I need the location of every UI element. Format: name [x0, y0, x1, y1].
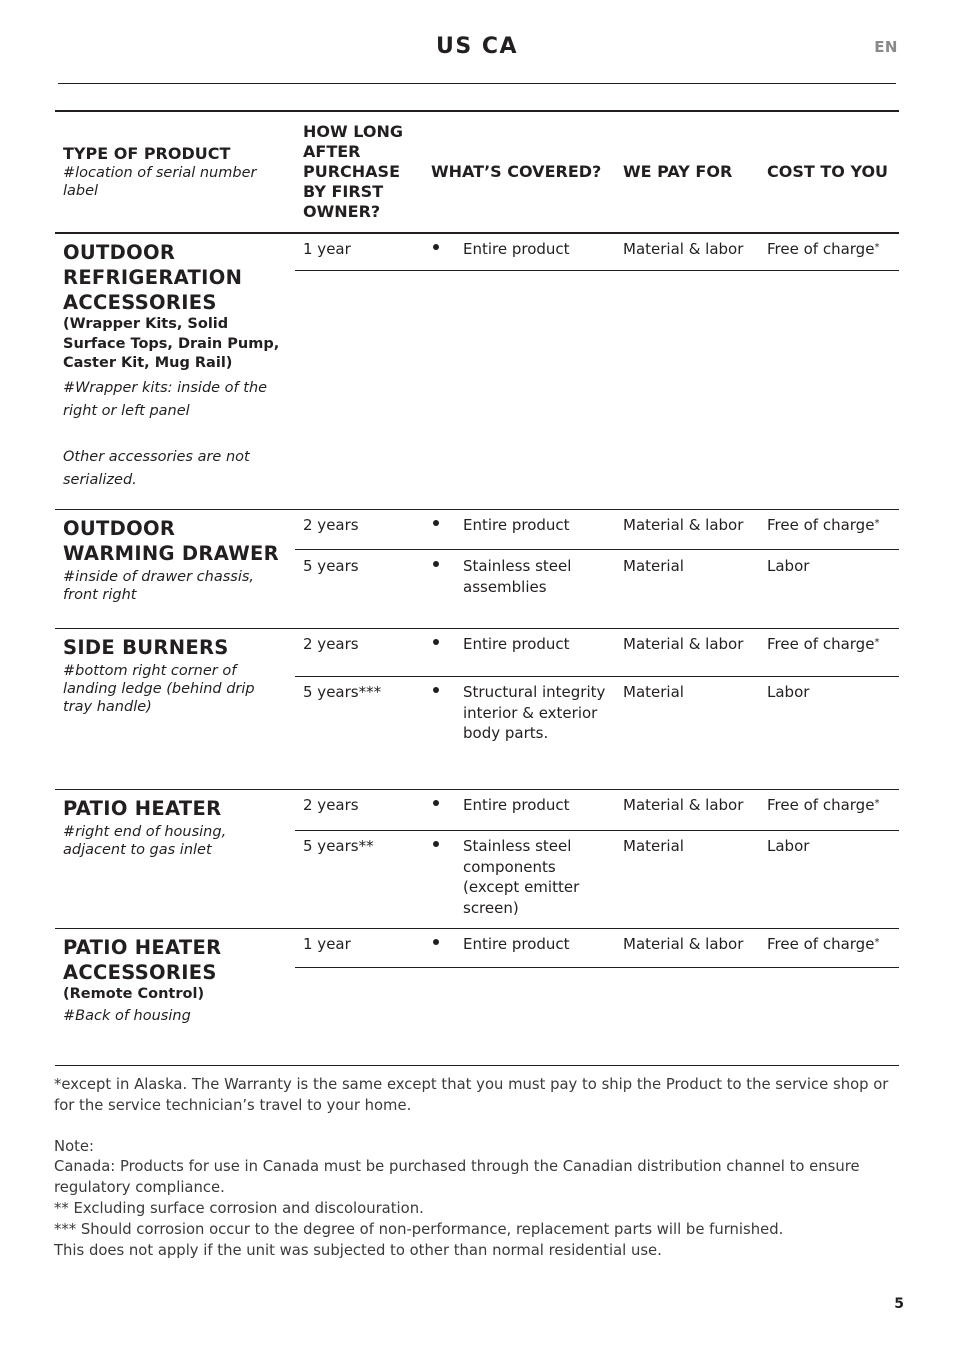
bullet-icon — [423, 556, 455, 597]
we-pay-value: Material & labor — [623, 935, 744, 953]
footnote-residential: This does not apply if the unit was subjected to other than normal residential use. — [54, 1241, 662, 1259]
warranty-table — [55, 110, 899, 1066]
cost-value: Labor — [767, 683, 810, 701]
table-row — [295, 677, 899, 744]
coverage-period: 5 years*** — [303, 683, 382, 701]
coverage-item: Entire product — [463, 935, 570, 953]
we-pay-value: Material & labor — [623, 240, 744, 258]
cost-text: Free of charge — [767, 935, 875, 953]
cost-value: Labor — [767, 557, 810, 575]
coverage-item: Entire product — [463, 635, 570, 653]
coverage-period: 2 years — [303, 516, 359, 534]
footnote-canada: Canada: Products for use in Canada must be purchased through the Canadian distribution channel to ensure regulatory compliance. — [54, 1158, 860, 1197]
product-name: SIDE BURNERS — [63, 636, 229, 659]
page-number: 5 — [894, 1296, 904, 1312]
bullet-icon — [423, 239, 455, 270]
coverage-item: Stainless steel components (except emitter screen) — [463, 837, 580, 917]
table-row — [295, 234, 899, 271]
product-cell — [55, 510, 295, 628]
bullet-icon — [423, 682, 455, 744]
serial-location: #Wrapper kits: inside of the right or left panel — [63, 379, 268, 419]
coverage-rows — [295, 510, 899, 628]
product-group — [55, 234, 899, 510]
product-group — [55, 790, 899, 929]
table-row — [295, 790, 899, 831]
footnote-mark: * — [874, 637, 880, 648]
product-group — [55, 929, 899, 1066]
coverage-rows — [295, 929, 899, 1065]
product-detail: (Wrapper Kits, Solid Surface Tops, Drain Pump, Caster Kit, Mug Rail) — [63, 316, 280, 371]
table-row — [295, 831, 899, 918]
column-header-covered: WHAT’S COVERED? — [431, 162, 602, 181]
product-note: Other accessories are not serialized. — [63, 448, 250, 488]
language-label: EN — [874, 38, 898, 56]
cost-value — [759, 634, 899, 676]
we-pay-value: Material & labor — [623, 516, 744, 534]
coverage-period: 2 years — [303, 635, 359, 653]
footnote-parts: *** Should corrosion occur to the degree of non-performance, replacement parts will be furnished. — [54, 1220, 784, 1238]
coverage-period: 1 year — [303, 240, 351, 258]
table-row — [295, 929, 899, 968]
cost-value — [759, 795, 899, 830]
column-header-product — [55, 144, 295, 200]
serial-location: #inside of drawer chassis, front right — [63, 569, 255, 603]
cost-value — [759, 239, 899, 270]
cost-text: Free of charge — [767, 635, 875, 653]
footnotes — [54, 1075, 894, 1261]
coverage-period: 5 years** — [303, 837, 374, 855]
table-row — [295, 550, 899, 597]
footnote-mark: * — [874, 937, 880, 948]
page-title: US CA — [435, 34, 519, 59]
footnote-mark: * — [874, 518, 880, 529]
serial-location: #Back of housing — [63, 1007, 191, 1024]
product-name: OUTDOOR WARMING DRAWER — [63, 517, 279, 565]
product-name: OUTDOOR REFRIGERATION ACCESSORIES — [63, 241, 243, 314]
cost-value — [759, 934, 899, 967]
coverage-item: Stainless steel assemblies — [463, 557, 572, 596]
we-pay-value: Material — [623, 557, 684, 575]
footnote-mark: * — [874, 798, 880, 809]
product-header-sublabel: #location of serial number label — [63, 165, 257, 199]
cost-text: Free of charge — [767, 516, 875, 534]
table-row — [295, 510, 899, 550]
table-header — [55, 112, 899, 234]
bullet-icon — [423, 515, 455, 549]
cost-value — [759, 515, 899, 549]
coverage-period: 2 years — [303, 796, 359, 814]
we-pay-value: Material — [623, 683, 684, 701]
cost-text: Free of charge — [767, 796, 875, 814]
column-header-we-pay: WE PAY FOR — [623, 162, 733, 181]
footnote-mark: * — [874, 242, 880, 253]
footnote-corrosion: ** Excluding surface corrosion and discolouration. — [54, 1199, 424, 1217]
cost-value: Labor — [767, 837, 810, 855]
product-cell — [55, 929, 295, 1065]
product-cell — [55, 629, 295, 789]
column-header-how-long: HOW LONG AFTER PURCHASE BY FIRST OWNER? — [303, 122, 403, 221]
coverage-item: Entire product — [463, 240, 570, 258]
coverage-item: Entire product — [463, 516, 570, 534]
coverage-rows — [295, 234, 899, 509]
table-row — [295, 629, 899, 677]
note-label: Note: — [54, 1137, 95, 1155]
product-group — [55, 629, 899, 790]
bullet-icon — [423, 795, 455, 830]
bullet-icon — [423, 934, 455, 967]
cost-text: Free of charge — [767, 240, 875, 258]
serial-location: #right end of housing, adjacent to gas inlet — [63, 824, 227, 858]
serial-location: #bottom right corner of landing ledge (behind drip tray handle) — [63, 663, 255, 715]
footnote-alaska: *except in Alaska. The Warranty is the same except that you must pay to ship the Product to the service shop or for the service technician’s travel to your home. — [54, 1076, 889, 1114]
we-pay-value: Material & labor — [623, 796, 744, 814]
we-pay-value: Material & labor — [623, 635, 744, 653]
column-header-cost: COST TO YOU — [767, 162, 889, 181]
coverage-rows — [295, 790, 899, 928]
product-header-label: TYPE OF PRODUCT — [63, 144, 231, 163]
coverage-item: Entire product — [463, 796, 570, 814]
product-cell — [55, 234, 295, 509]
bullet-icon — [423, 836, 455, 918]
product-detail: (Remote Control) — [63, 986, 205, 1002]
product-name: PATIO HEATER ACCESSORIES — [63, 936, 222, 984]
product-group — [55, 510, 899, 629]
product-cell — [55, 790, 295, 928]
coverage-period: 1 year — [303, 935, 351, 953]
we-pay-value: Material — [623, 837, 684, 855]
coverage-item: Structural integrity interior & exterior body parts. — [463, 683, 606, 742]
bullet-icon — [423, 634, 455, 676]
product-name: PATIO HEATER — [63, 797, 222, 820]
header-divider — [58, 83, 896, 84]
coverage-rows — [295, 629, 899, 789]
coverage-period: 5 years — [303, 557, 359, 575]
